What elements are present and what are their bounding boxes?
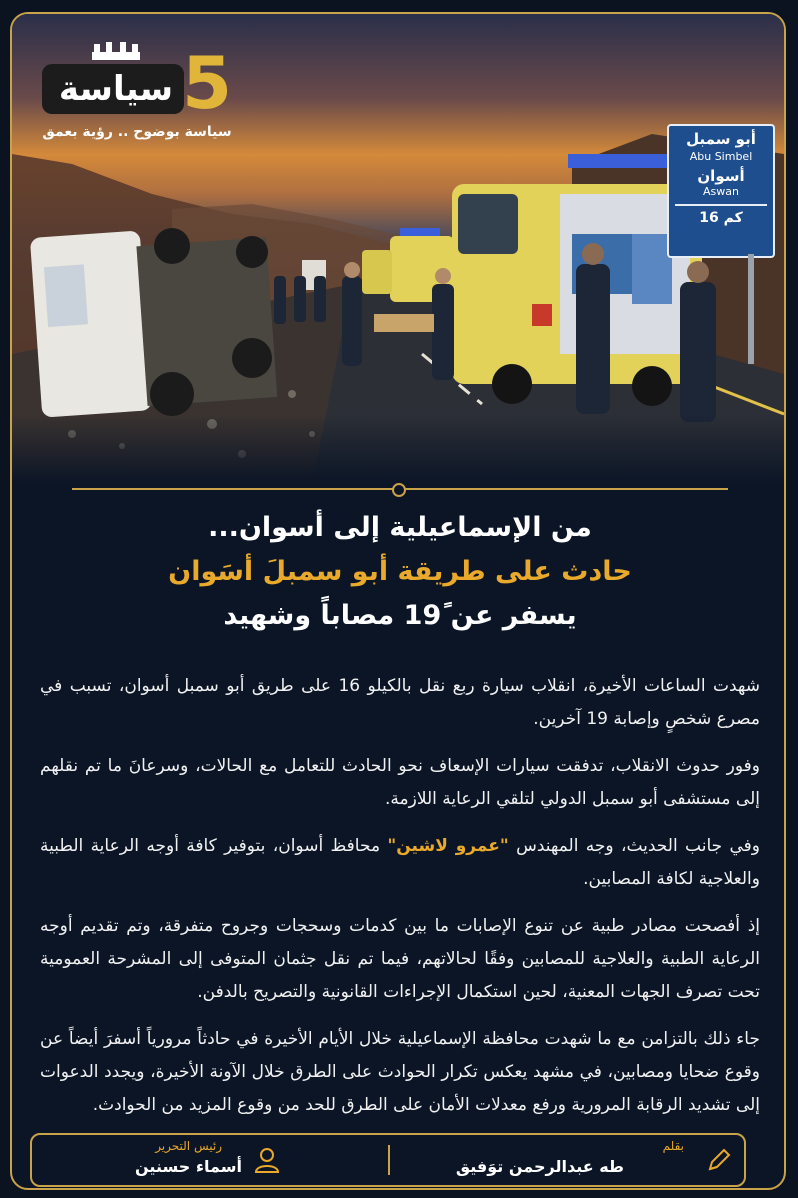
stretcher — [374, 314, 434, 332]
logo-number: 5 — [182, 41, 233, 125]
paragraph-3-start: وفي جانب الحديث، وجه المهندس — [508, 836, 760, 856]
paragraph-1: شهدت الساعات الأخيرة، انقلاب سيارة ربع نقل بالكيلو 16 على طريق أبو سمبل أسوان، تسبب في مصرع شخصٍ وإصابة 19 آخرين. — [40, 676, 760, 729]
article-card — [10, 12, 786, 1190]
user-icon — [252, 1145, 282, 1175]
governor-name: "عمرو لاشين" — [387, 836, 509, 856]
sign-city1-ar: أبو سمبل — [686, 130, 756, 148]
brand-logo — [42, 36, 232, 146]
headline-line-2: حادث على طريقة أبو سمبلَ أسَوان — [168, 556, 632, 587]
author-name: طه عبدالرحمن توَفيق — [455, 1157, 624, 1176]
headline-line-3: يسفر عن 19ً مصاباً وشهيد — [223, 600, 577, 631]
logo-wordmark: سياسة — [58, 69, 174, 109]
hero-fade — [12, 414, 784, 484]
credits-separator — [388, 1145, 390, 1175]
sign-city1-en: Abu Simbel — [689, 150, 753, 163]
divider-dot-icon — [392, 483, 406, 497]
headline — [32, 506, 768, 638]
road-sign — [667, 124, 775, 258]
credits-bar — [30, 1133, 746, 1187]
author-role: بقلم — [662, 1139, 684, 1153]
sign-distance: 16 كم — [675, 204, 767, 226]
title-divider — [72, 482, 728, 496]
crown-icon — [88, 40, 144, 62]
pen-icon — [704, 1145, 734, 1175]
editor-credit — [32, 1135, 372, 1185]
paragraph-2: وفور حدوث الانقلاب، تدفقت سيارات الإسعاف نحو الحادث للتعامل مع الحالات، وسرعانَ ما تم نقلهم إلى مستشفى أبو سمبل الدولي لتلقي الرعاية اللازمة. — [40, 756, 760, 809]
logo-tagline: سياسة بوضوح .. رؤية بعمق — [42, 124, 232, 140]
paragraph-3-end: محافظ أسوان، بتوفير كافة أوجه الرعاية الطبية والعلاجية لكافة المصابين. — [40, 836, 760, 889]
paragraph-3 — [40, 830, 760, 896]
sign-city2-ar: أسوان — [697, 167, 745, 185]
editor-role: رئيس التحرير — [155, 1139, 222, 1153]
sign-post — [748, 254, 754, 364]
overturned-truck — [30, 228, 277, 418]
paragraph-4: إذ أفصحت مصادر طبية عن تنوع الإصابات ما بين كدمات وسحجات وجروح متفرقة، وتم تقديم أوجه الرعاية الطبية والعلاجية للمصابين وفقًا لحالاتهم، فيما تم نقل جثمان المتوفى إلى المشرحة العمومية تحت تصرف الجهات المعنية، لحين استكمال الإجراءات القانونية والتصريح بالدفن. — [40, 916, 760, 1002]
headline-line-1: من الإسماعيلية إلى أسوان... — [208, 512, 592, 543]
sign-city2-en: Aswan — [703, 185, 739, 198]
paragraph-5: جاء ذلك بالتزامن مع ما شهدت محافظة الإسماعيلية خلال الأيام الأخيرة في حادثاً مرورياً أسفرَ أيضاً عن وقوع ضحايا ومصابين، في مشهد يعكس تكرار الحوادث على الطرق خلال الآونة الأخيرة، ويجدد الدعوات إلى تشديد الرقابة المرورية ورفع معدلات الأمان على الطرق للحد من وقوع المزيد من الحوادث. — [40, 1029, 760, 1115]
editor-name: أسماء حسنين — [135, 1157, 242, 1176]
author-credit — [404, 1135, 744, 1185]
article-body — [40, 670, 760, 1136]
